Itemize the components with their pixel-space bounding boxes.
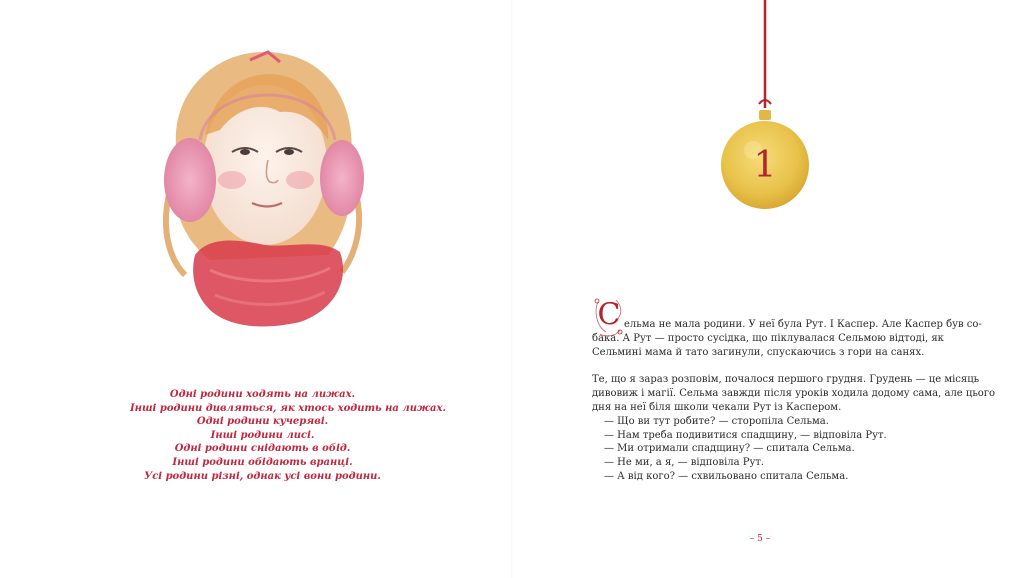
paragraph-1 xyxy=(592,297,982,359)
paragraph-2 xyxy=(592,373,996,414)
poem xyxy=(130,388,446,483)
poem-line: Одні родини кучеряві. xyxy=(196,416,329,428)
page-number: – 5 – xyxy=(749,534,771,544)
poem-line: Одні родини снідають в обід. xyxy=(174,443,351,455)
dialogue xyxy=(592,415,938,484)
text-line: ельма не мала родини. У неї була Рут. І Каспер. Але Каспер був со- xyxy=(624,319,982,330)
poem-line: Інші родини лисі. xyxy=(210,429,315,441)
chapter-number: 1 xyxy=(753,145,777,186)
text-line: дивовиж і магії. Сельма завжди після уроків ходила додому сама, але цього xyxy=(592,388,996,400)
poem-line: Інші родини дивляться, як хтось ходить на лижах. xyxy=(130,402,446,414)
page-gutter xyxy=(511,0,513,578)
dialogue-line: — Не ми, а я, — відповіла Рут. xyxy=(604,457,765,469)
dialogue-line: — А від кого? — схвильовано спитала Сельма. xyxy=(604,470,849,482)
drop-cap-letter: С xyxy=(597,297,621,332)
text-line: Те, що я зараз розповім, почалося першого грудня. Грудень — це місяць xyxy=(592,374,980,386)
girl-portrait-illustration xyxy=(150,40,375,340)
text-line: дня на неї біля школи чекали Рут із Каспером. xyxy=(592,401,842,413)
poem-line: Інші родини обідають вранці. xyxy=(172,456,353,468)
drop-cap xyxy=(592,296,626,338)
text-line: бака. А Рут — просто сусідка, що піклувалася Сельмою відтоді, як xyxy=(592,332,944,344)
poem-line: Одні родини ходять на лижах. xyxy=(169,389,356,400)
dialogue-line: — Що ви тут робите? — сторопіла Сельма. xyxy=(604,415,829,427)
dialogue-line: — Ми отримали спадщину? — спитала Сельма. xyxy=(604,443,855,455)
christmas-ornament-icon xyxy=(715,0,815,220)
text-line: Сельмині мама й тато загинули, спускаючись з гори на санях. xyxy=(592,346,925,358)
dialogue-line: — Нам треба подивитися спадщину, — відповіла Рут. xyxy=(604,429,887,441)
poem-line: Усі родини різні, однак усі вони родини. xyxy=(144,470,381,482)
story-text xyxy=(592,296,996,484)
